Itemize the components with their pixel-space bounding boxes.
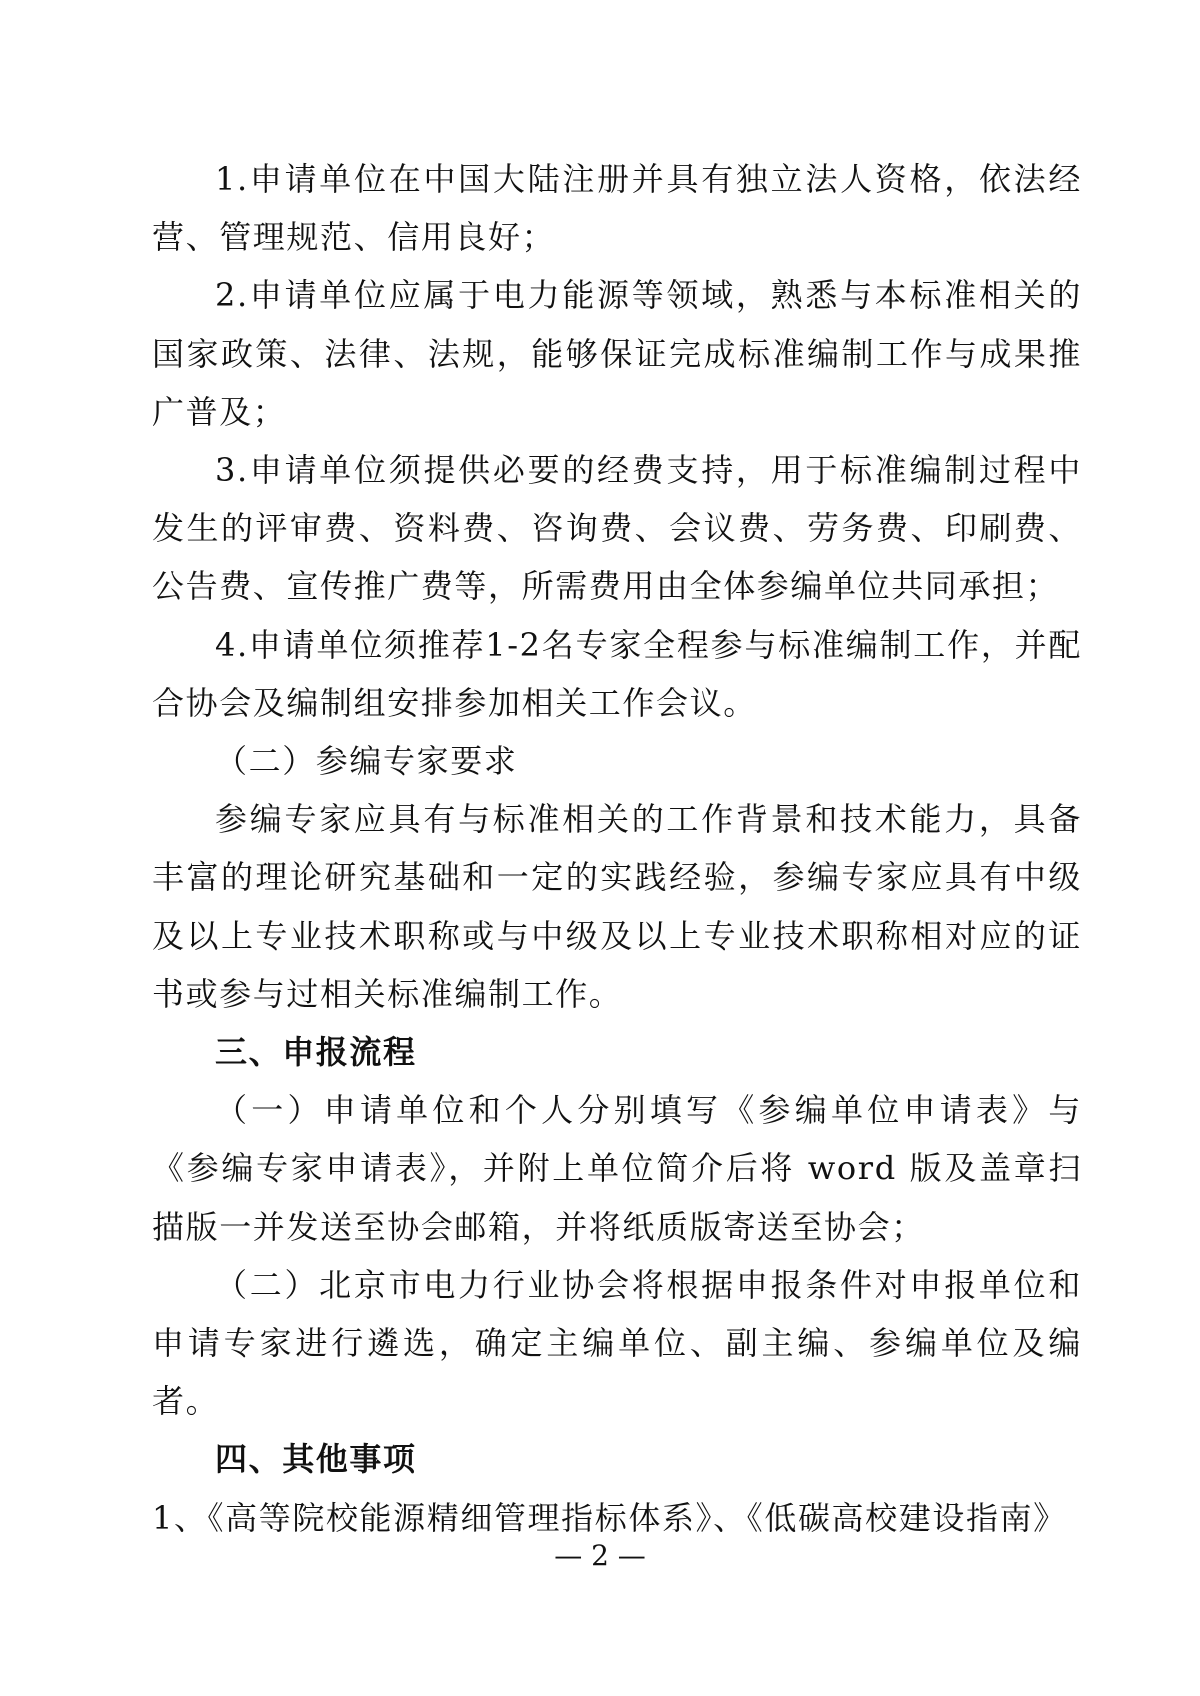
paragraph-requirement-2: 2.申请单位应属于电力能源等领域，熟悉与本标准相关的国家政策、法律、法规，能够保证完成标准编制工作与成果推广普及； [152,276,1082,431]
subheading-expert-requirements: （二）参编专家要求 [215,742,518,781]
paragraph-requirement-1: 1.申请单位在中国大陆注册并具有独立法人资格，依法经营、管理规范、信用良好； [152,160,1082,257]
document-body [152,150,1082,1547]
paragraph-expert-requirements: 参编专家应具有与标准相关的工作背景和技术能力，具备丰富的理论研究基础和一定的实践经验，参编专家应具有中级及以上专业技术职称或与中级及以上专业技术职称相对应的证书或参与过相关标准编制工作。 [152,800,1082,1013]
paragraph-requirement-3: 3.申请单位须提供必要的经费支持，用于标准编制过程中发生的评审费、资料费、咨询费、会议费、劳务费、印刷费、公告费、宣传推广费等，所需费用由全体参编单位共同承担； [152,451,1082,606]
paragraph-process-step-2: （二）北京市电力行业协会将根据申报条件对申报单位和申请专家进行遴选，确定主编单位、副主编、参编单位及编者。 [152,1265,1082,1421]
paragraph-process-step-1: （一）申请单位和个人分别填写《参编单位申请表》与《参编专家申请表》，并附上单位简介后将 word 版及盖章扫描版一并发送至协会邮箱，并将纸质版寄送至协会； [152,1091,1082,1246]
heading-other-matters: 四、其他事项 [215,1440,417,1479]
page-number: — 2 — [554,1539,646,1572]
paragraph-requirement-4: 4.申请单位须推荐1-2名专家全程参与标准编制工作，并配合协会及编制组安排参加相关工作会议。 [152,625,1082,722]
heading-application-process: 三、申报流程 [215,1033,417,1072]
paragraph-other-matter-1: 1、《高等院校能源精细管理指标体系》、《低碳高校建设指南》 [152,1498,1067,1537]
